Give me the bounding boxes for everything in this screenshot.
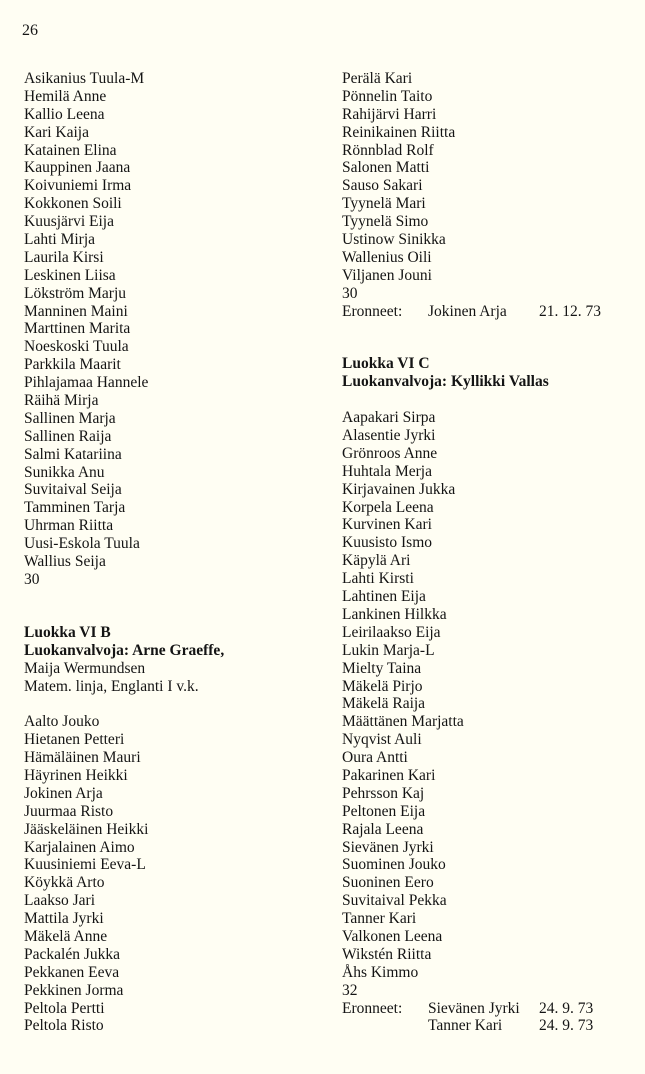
student-name: Viljanen Jouni (342, 266, 432, 284)
student-name: Parkkila Maarit (24, 356, 121, 374)
student-name: Oura Antti (342, 749, 408, 767)
departed-entry (342, 1000, 601, 1018)
departed-name: Jokinen Arja (428, 302, 507, 320)
student-name: Käpylä Ari (342, 552, 411, 570)
student-name: Kurvinen Kari (342, 516, 432, 534)
student-count: 30 (24, 570, 40, 588)
student-name: Rajala Leena (342, 820, 424, 838)
student-name: Peltola Pertti (24, 999, 105, 1017)
class-vic-header (342, 355, 601, 391)
student-name: Valkonen Leena (342, 927, 443, 945)
student-name: Pihlajamaa Hannele (24, 374, 149, 392)
student-name: Aapakari Sirpa (342, 409, 436, 427)
departed-name: Sievänen Jyrki (428, 999, 520, 1017)
student-name: Kuusiniemi Eeva-L (24, 856, 146, 874)
student-name: Räihä Mirja (24, 392, 99, 410)
student-name: Hietanen Petteri (24, 731, 125, 749)
student-name: Kallio Leena (24, 105, 105, 123)
class-vic-student-list (342, 409, 601, 982)
student-name: Suoninen Eero (342, 874, 434, 892)
student-name: Aalto Jouko (24, 713, 100, 731)
student-name: Lahtinen Eija (342, 588, 426, 606)
student-name: Laurila Kirsi (24, 248, 104, 266)
class-title: Luokka VI C (342, 355, 430, 373)
student-name: Wallenius Oili (342, 248, 432, 266)
student-name: Pekkanen Eeva (24, 963, 120, 981)
student-name: Uhrman Riitta (24, 517, 114, 535)
student-name: Ustinow Sinikka (342, 231, 446, 249)
student-name: Salonen Matti (342, 159, 430, 177)
student-name: Lahti Kirsti (342, 570, 414, 588)
student-name: Nyqvist Auli (342, 731, 422, 749)
departed-date: 21. 12. 73 (539, 302, 601, 320)
class-vib-student-list (24, 713, 224, 1035)
left-column (24, 70, 224, 1035)
spacer (24, 695, 224, 713)
student-name: Kauppinen Jaana (24, 159, 131, 177)
student-name: Hemilä Anne (24, 87, 107, 105)
student-name: Sievänen Jyrki (342, 838, 434, 856)
student-name: Koivuniemi Irma (24, 177, 132, 195)
student-name: Kuusjärvi Eija (24, 213, 114, 231)
departed-entry (342, 1017, 601, 1035)
student-name: Rönnblad Rolf (342, 141, 434, 159)
spacer (24, 589, 224, 624)
student-name: Leskinen Liisa (24, 266, 116, 284)
departed-entry (342, 303, 601, 321)
student-name: Åhs Kimmo (342, 963, 419, 981)
student-name: Määttänen Marjatta (342, 713, 464, 731)
student-name: Uusi-Eskola Tuula (24, 535, 140, 553)
student-name: Laakso Jari (24, 892, 96, 910)
student-name: Suvitaival Seija (24, 481, 122, 499)
student-name: Kari Kaija (24, 123, 89, 141)
continued-student-list (24, 70, 224, 571)
class-supervisor: Luokanvalvoja: Kyllikki Vallas (342, 373, 549, 391)
student-name: Lökström Marju (24, 284, 127, 302)
student-name: Perälä Kari (342, 70, 413, 87)
student-name: Mäkelä Raija (342, 695, 426, 713)
student-name: Karjalainen Aimo (24, 838, 135, 856)
student-name: Häyrinen Heikki (24, 766, 128, 784)
student-name: Lankinen Hilkka (342, 605, 447, 623)
student-name: Peltonen Eija (342, 802, 426, 820)
student-name: Peltola Risto (24, 1017, 104, 1035)
student-name: Tamminen Tarja (24, 499, 126, 517)
student-name: Katainen Elina (24, 141, 117, 159)
student-name: Tanner Kari (342, 910, 417, 928)
student-name: Sallinen Raija (24, 427, 112, 445)
student-name: Juurmaa Risto (24, 802, 114, 820)
student-name: Leirilaakso Eija (342, 623, 441, 641)
student-name: Tyynelä Simo (342, 213, 429, 231)
continued-student-list (342, 70, 601, 285)
student-name: Wallius Seija (24, 553, 106, 571)
page-number: 26 (22, 22, 38, 39)
student-name: Reinikainen Riitta (342, 123, 456, 141)
student-name: Wikstén Riitta (342, 945, 432, 963)
student-name: Mattila Jyrki (24, 910, 104, 928)
departed-label: Eronneet: (342, 999, 403, 1017)
spacer (342, 320, 601, 355)
class-program: Matem. linja, Englanti I v.k. (24, 677, 199, 695)
student-name: Grönroos Anne (342, 444, 438, 462)
student-name: Marttinen Marita (24, 320, 131, 338)
student-name: Suvitaival Pekka (342, 892, 447, 910)
student-name: Mäkelä Anne (24, 927, 108, 945)
departed-date: 24. 9. 73 (539, 999, 594, 1017)
departed-name: Tanner Kari (428, 1017, 503, 1035)
student-name: Rahijärvi Harri (342, 105, 437, 123)
student-name: Asikanius Tuula-M (24, 70, 145, 87)
spacer (342, 391, 601, 409)
student-name: Sunikka Anu (24, 463, 105, 481)
student-name: Jokinen Arja (24, 784, 103, 802)
student-name: Hämäläinen Mauri (24, 749, 141, 767)
student-name: Kuusisto Ismo (342, 534, 432, 552)
student-count: 30 (342, 284, 358, 302)
student-name: Noeskoski Tuula (24, 338, 129, 356)
departed-label (342, 1017, 428, 1035)
departed-label: Eronneet: (342, 302, 403, 320)
student-name: Lahti Mirja (24, 231, 96, 249)
student-name: Kirjavainen Jukka (342, 480, 456, 498)
class-vib-header (24, 624, 224, 696)
departed-list (342, 1000, 601, 1036)
student-name: Korpela Leena (342, 498, 434, 516)
student-name: Jääskeläinen Heikki (24, 820, 149, 838)
student-name: Pakarinen Kari (342, 766, 436, 784)
class-title: Luokka VI B (24, 623, 111, 641)
student-name: Manninen Maini (24, 302, 128, 320)
student-name: Kokkonen Soili (24, 195, 122, 213)
student-name: Tyynelä Mari (342, 195, 426, 213)
student-count: 32 (342, 981, 358, 999)
student-name: Pekkinen Jorma (24, 981, 124, 999)
student-name: Sallinen Marja (24, 409, 116, 427)
student-name: Köykkä Arto (24, 874, 105, 892)
class-supervisor-continued: Maija Wermundsen (24, 659, 146, 677)
student-name: Suominen Jouko (342, 856, 446, 874)
student-name: Lukin Marja-L (342, 641, 435, 659)
student-name: Mäkelä Pirjo (342, 677, 423, 695)
student-name: Alasentie Jyrki (342, 427, 436, 445)
student-name: Huhtala Merja (342, 462, 432, 480)
student-name: Packalén Jukka (24, 945, 120, 963)
class-supervisor: Luokanvalvoja: Arne Graeffe, (24, 641, 225, 659)
student-name: Pönnelin Taito (342, 87, 433, 105)
student-name: Mielty Taina (342, 659, 422, 677)
departed-date: 24. 9. 73 (539, 1017, 594, 1035)
student-name: Pehrsson Kaj (342, 784, 425, 802)
student-name: Sauso Sakari (342, 177, 423, 195)
right-column (342, 70, 601, 1035)
student-name: Salmi Katariina (24, 445, 122, 463)
